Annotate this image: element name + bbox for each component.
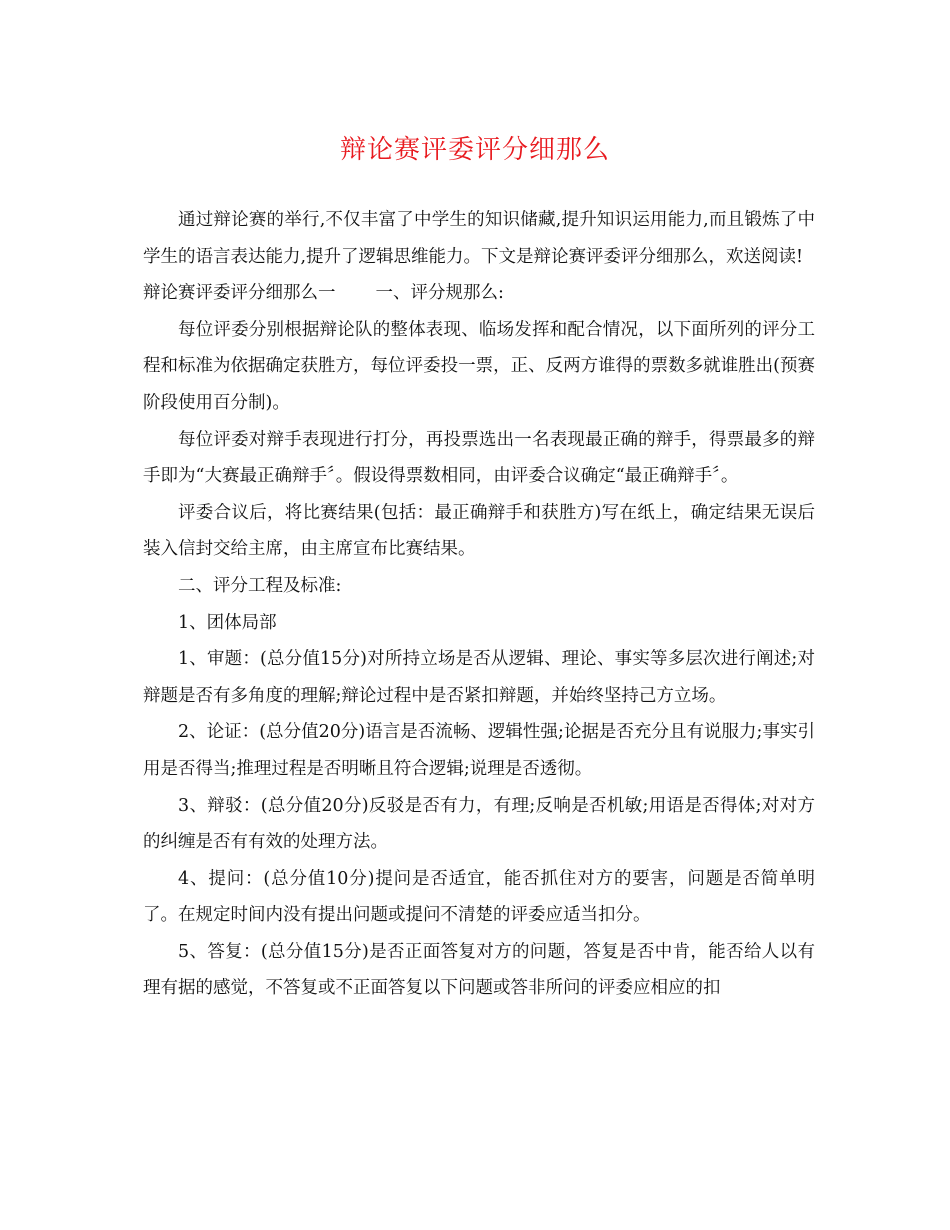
paragraph-voting-rule: 每位评委分别根据辩论队的整体表现、临场发挥和配合情况，以下面所列的评分工程和标准为依据确定获胜方，每位评委投一票，正、反两方谁得的票数多就谁胜出(预赛阶段使用百分制)。	[143, 319, 815, 413]
paragraph-item-questioning: 4、提问：(总分值10分)提问是否适宜，能否抓住对方的要害，问题是否简单明了。在规定时间内没有提出问题或提问不清楚的评委应适当扣分。	[143, 868, 815, 926]
paragraph-team-section: 1、团体局部	[178, 612, 277, 633]
section-heading-line	[143, 275, 815, 312]
paragraph-item-answering: 5、答复：(总分值15分)是否正面答复对方的问题，答复是否中肯，能否给人以有理有据的感觉，不答复或不正面答复以下问题或答非所问的评委应相应的扣	[143, 941, 815, 999]
document-body	[143, 202, 815, 1007]
paragraph-best-debater: 每位评委对辩手表现进行打分，再投票选出一名表现最正确的辩手，得票最多的辩手即为“大赛最正确辩手〞。假设得票数相同，由评委合议确定“最正确辩手〞。	[143, 429, 815, 487]
paragraph-scoring-items-heading: 二、评分工程及标准:	[178, 575, 342, 596]
intro-paragraph: 通过辩论赛的举行,不仅丰富了中学生的知识储藏,提升知识运用能力,而且锻炼了中学生的语言表达能力,提升了逻辑思维能力。下文是辩论赛评委评分细那么，欢送阅读!	[143, 210, 815, 267]
paragraph-item-rebuttal: 3、辩驳：(总分值20分)反驳是否有力，有理;反响是否机敏;用语是否得体;对对方的纠缠是否有有效的处理方法。	[143, 795, 815, 853]
paragraph-result-announcement: 评委合议后，将比赛结果(包括：最正确辩手和获胜方)写在纸上，确定结果无误后装入信封交给主席，由主席宣布比赛结果。	[143, 502, 815, 560]
document-title: 辩论赛评委评分细那么	[339, 135, 610, 165]
section-label: 辩论赛评委评分细那么一	[143, 283, 336, 304]
rules-heading: 一、评分规那么:	[375, 283, 504, 304]
paragraph-item-argument: 2、论证：(总分值20分)语言是否流畅、逻辑性强;论据是否充分且有说服力;事实引用是否得当;推理过程是否明晰且符合逻辑;说理是否透彻。	[143, 722, 815, 779]
paragraph-item-topic-review: 1、审题：(总分值15分)对所持立场是否从逻辑、理论、事实等多层次进行阐述;对辩题是否有多角度的理解;辩论过程中是否紧扣辩题，并始终坚持己方立场。	[143, 649, 815, 706]
